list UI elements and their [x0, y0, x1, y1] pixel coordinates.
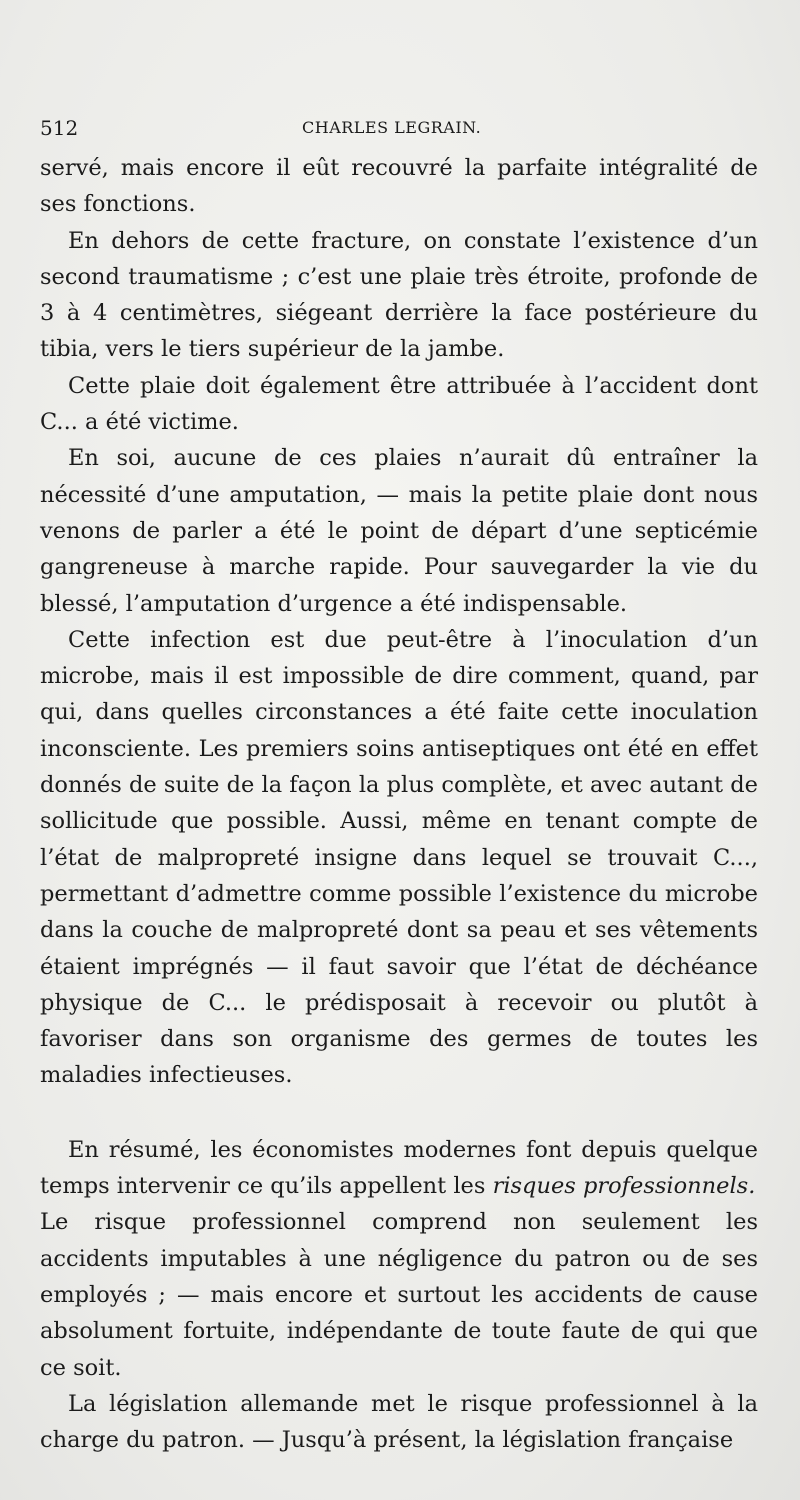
summary-emphasis: risques professionnels.: [492, 1173, 756, 1200]
summary-text: En résumé, les économistes modernes font depuis quelque temps intervenir ce qu’ils appellent les: [40, 1136, 758, 1200]
paragraph-wound-attribution: Cette plaie doit également être attribuée à l’accident dont C... a été victime.: [40, 372, 758, 436]
paragraph-legislation: La législation allemande met le risque professionnel à la charge du patron. — Jusqu’à présent, la législation française: [40, 1390, 758, 1454]
page-number: 512: [40, 116, 79, 140]
paragraph-professional-risk: Le risque professionnel comprend non seulement les accidents imputables à une négligence du patron ou de ses employés ; — mais encore et surtout les accidents de cause absolument fortuite, indépendante de toute faute de qui que ce soit.: [40, 1209, 758, 1381]
body-text: [40, 150, 758, 1458]
paragraph-amputation: En soi, aucune de ces plaies n’aurait dû entraîner la nécessité d’une amputation, — mais la petite plaie dont nous venons de parler a été le point de départ d’une septicémie gangreneuse à marche rapide. Pour sauvegarder la vie du blessé, l’amputation d’urgence a été indispensable.: [40, 445, 758, 617]
paragraph-second-trauma: En dehors de cette fracture, on constate l’existence d’un second traumatisme ; c’est une plaie très étroite, profonde de 3 à 4 centimètres, siégeant derrière la face postérieure du tibia, vers le tiers supérieur de la jambe.: [40, 227, 758, 363]
running-head: CHARLES LEGRAIN.: [302, 118, 482, 137]
paragraph-continuation: servé, mais encore il eût recouvré la parfaite intégralité de ses fonctions.: [40, 155, 758, 218]
paragraph-infection: Cette infection est due peut-être à l’inoculation d’un microbe, mais il est impossible de dire comment, quand, par qui, dans quelles circonstances a été faite cette inoculation inconsciente. Les premiers soins antiseptiques ont été en effet donnés de suite de la façon la plus complète, et avec autant de sollicitude que possible. Aussi, même en tenant compte de l’état de malpropreté insigne dans lequel se trouvait C..., permettant d’admettre comme possible l’existence du microbe dans la couche de malpropreté dont sa peau et ses vêtements étaient imprégnés — il faut savoir que l’état de déchéance physique de C... le prédisposait à recevoir ou plutôt à favoriser dans son organisme des germes de toutes les maladies infectieuses.: [40, 626, 758, 1089]
paragraph-summary: [40, 1132, 758, 1205]
page-header: [40, 116, 760, 144]
